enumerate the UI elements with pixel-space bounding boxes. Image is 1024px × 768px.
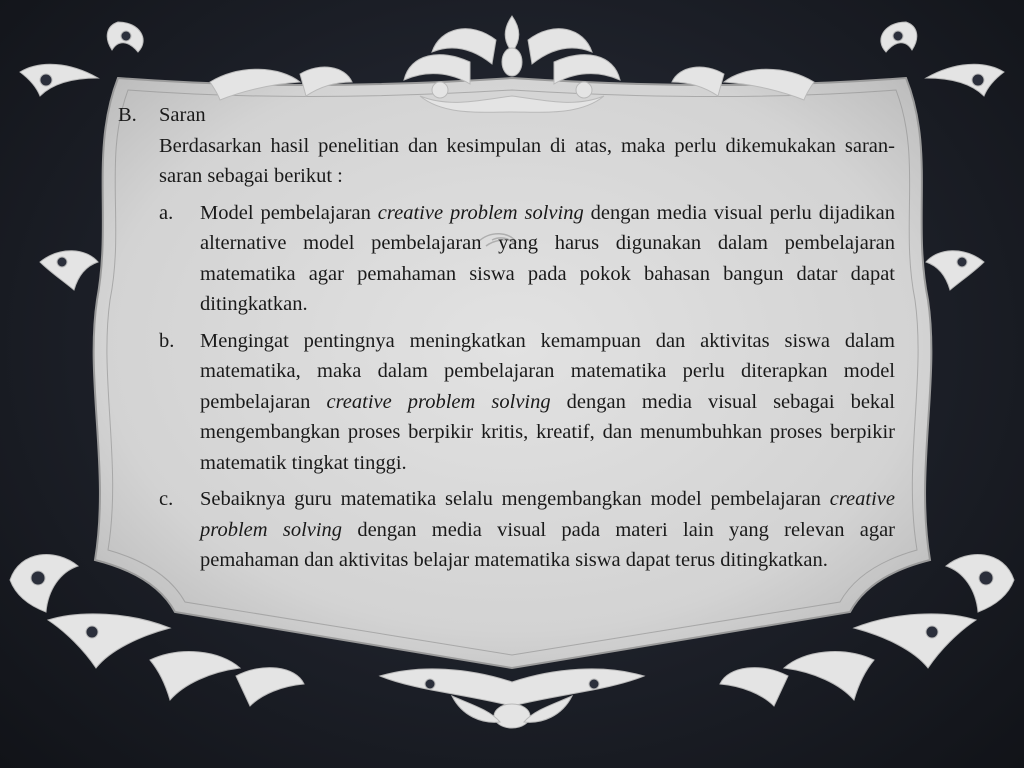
- right-side-ornament-icon: [926, 251, 984, 290]
- text-segment: dengan media visual perlu dijadikan alternative model pembelajaran yang harus digunakan dalam pembelajaran matematika agar pemahaman siswa pada pokok bahasan bangun datar dapat ditingkatkan.: [200, 201, 895, 315]
- text-segment: dengan media visual sebagai bekal mengembangkan proses berpikir kritis, kreatif, dan menumbuhkan proses berpikir matematik tingkat tinggi.: [200, 390, 895, 474]
- text-segment: dengan media visual pada materi lain yang relevan agar pemahaman dan aktivitas belajar matematika siswa dapat terus ditingkatkan.: [200, 518, 895, 571]
- list-marker: b.: [159, 329, 175, 352]
- section-intro: Berdasarkan hasil penelitian dan kesimpulan di atas, maka perlu dikemukakan saran-saran sebagai berikut :: [159, 134, 895, 187]
- list-item-text: [200, 484, 895, 576]
- list-marker: c.: [159, 488, 174, 510]
- list-item-a: [159, 198, 895, 320]
- left-side-ornament-icon: [40, 251, 98, 290]
- text-segment: Mengingat pentingnya meningkatkan kemampuan dan aktivitas siswa dalam matematika, maka dalam pembelajaran matematika perlu diterapkan model pembelajaran: [200, 329, 895, 413]
- bottom-center-ornament-icon: [380, 669, 644, 728]
- list-item-text: [200, 326, 895, 479]
- list-item-text: [200, 198, 895, 320]
- italic-term: creative problem solving: [326, 390, 551, 413]
- italic-term: creative problem solving: [377, 201, 584, 224]
- section-heading: [118, 100, 895, 131]
- list-item-c: [159, 484, 895, 576]
- section-label: B.: [118, 104, 137, 126]
- italic-term: creative problem solving: [200, 488, 895, 541]
- list-marker: a.: [159, 201, 174, 224]
- text-segment: Model pembelajaran: [200, 201, 378, 224]
- text-segment: Sebaiknya guru matematika selalu mengembangkan model pembelajaran: [200, 488, 830, 510]
- slide-content: [118, 100, 895, 576]
- section-title: Saran: [159, 104, 206, 126]
- list-item-b: [159, 326, 895, 479]
